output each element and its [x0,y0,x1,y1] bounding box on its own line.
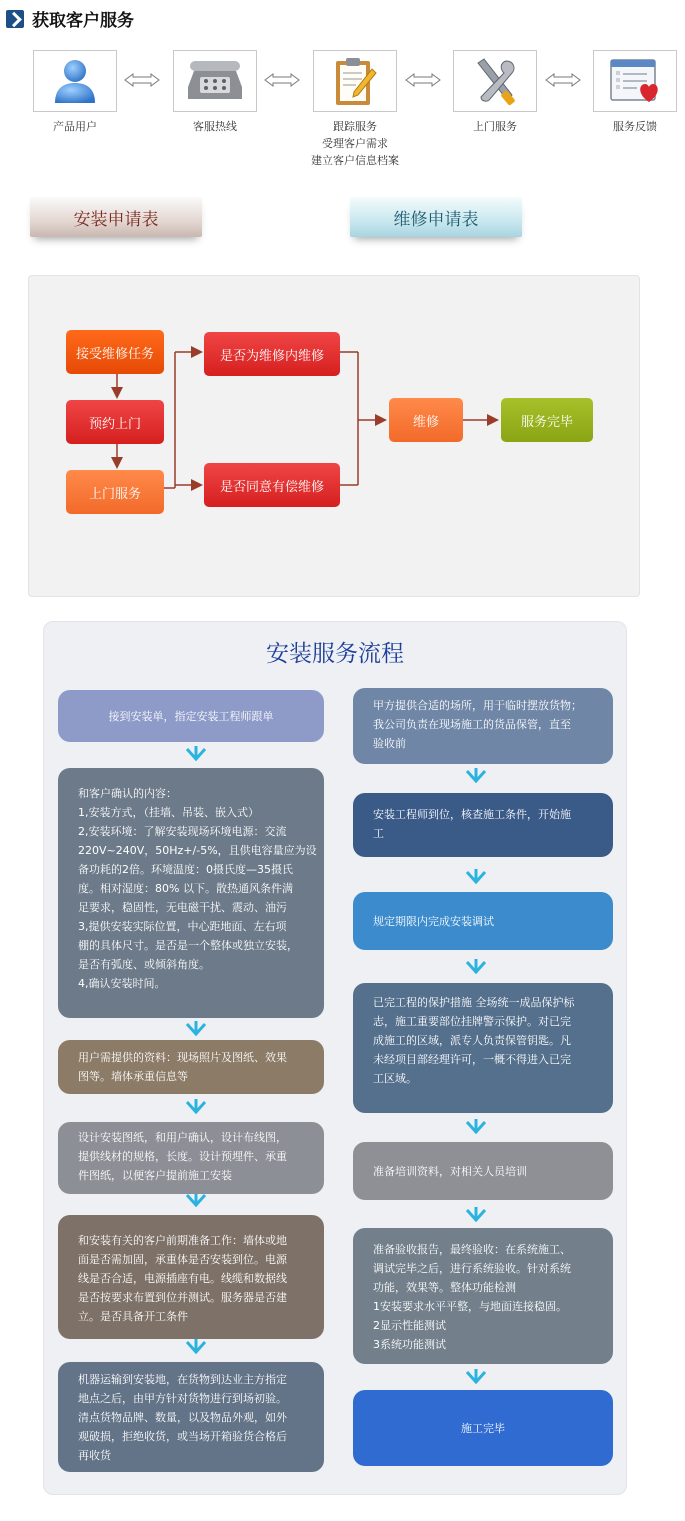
install-step-materials: 用户需提供的资料：现场照片及图纸、效果 图等。墙体承重信息等 [58,1040,324,1094]
install-step-protection: 已完工程的保护措施 全场统一成品保护标 志，施工重要部位挂牌警示保护。对已完 成施工的区域，派专人负责保管钥匙。凡 未经项目部经理许可，一概不得进入已完 工区域。 [353,983,613,1113]
repair-step-done: 服务完毕 [501,398,593,442]
page-title: 获取客户服务 [32,11,134,31]
repair-step-onsite: 上门服务 [66,470,164,514]
install-step-design: 设计安装图纸，和用户确认，设计布线图， 提供线材的规格，长度。设计预埋件、承重 件图纸，以便客户提前施工安装 [58,1122,324,1194]
repair-step-repair: 维修 [389,398,463,442]
step-tracking-label: 跟踪服务 受理客户需求 建立客户信息档案 [311,120,399,167]
repair-step-paid-repair: 是否同意有偿维修 [204,463,340,507]
install-step-complete: 施工完毕 [353,1390,613,1466]
install-step-acceptance: 准备验收报告，最终验收：在系统施工、 调试完毕之后，进行系统验收。针对系统 功能，效果等。整体功能检测 1安装要求水平平整，与地面连接稳固。 2显示性能测试 3系统功能测试 [353,1228,613,1364]
install-flow-title: 安装服务流程 [266,641,404,667]
repair-step-accept: 接受维修任务 [66,330,164,374]
install-step-training: 准备培训资料，对相关人员培训 [353,1142,613,1200]
repair-application-button[interactable]: 维修申请表 [350,197,522,237]
step-hotline-label: 客服热线 [193,120,237,133]
install-step-delivery: 机器运输到安装地，在货物到达业主方指定 地点之后，由甲方针对货物进行到场初验。 清点货物品牌、数量，以及物品外观，如外 观破损，拒绝收货，或当场开箱验货合格后 再收货 [58,1362,324,1472]
install-step-assign: 接到安装单，指定安装工程师跟单 [58,690,324,742]
step-feedback-label: 服务反馈 [613,120,657,133]
install-step-engineer-onsite: 安装工程师到位，核查施工条件，开始施 工 [353,793,613,857]
install-step-storage: 甲方提供合适的场所，用于临时摆放货物； 我公司负责在现场施工的货品保管，直至 验收前 [353,688,613,764]
repair-step-in-warranty: 是否为维修内维修 [204,332,340,376]
repair-step-appointment: 预约上门 [66,400,164,444]
step-user-label: 产品用户 [53,120,97,133]
step-onsite-label: 上门服务 [473,120,517,133]
install-application-button[interactable]: 安装申请表 [30,197,202,237]
install-step-debug: 规定期限内完成安装调试 [353,892,613,950]
install-step-confirm: 和客户确认的内容： 1,安装方式，（挂墙、吊装、嵌入式） 2,安装环境：了解安装现场环境电源：交流 220V~240V，50Hz+/-5%，且供电容量应为设 备功耗的2倍。环境温度：0摄氏度—35摄氏 度。相对湿度：80% 以下。散热通风条件满 足要求，稳固性，无电磁干扰、震动、油污 3,提供安装实际位置，中心距地面、左右项 棚的具体尺寸。是否是一个整体或独立安装， 是否有弧度、或倾斜角度。 4,确认安装时间。 [58,768,324,1018]
install-step-preparation: 和安装有关的客户前期准备工作：墙体或地 面是否需加固，承重体是否安装到位。电源 线是否合适，电源插座有电。线缆和数据线 是否按要求布置到位并测试。服务器是否建 立。是否具备开工条件 [58,1215,324,1339]
